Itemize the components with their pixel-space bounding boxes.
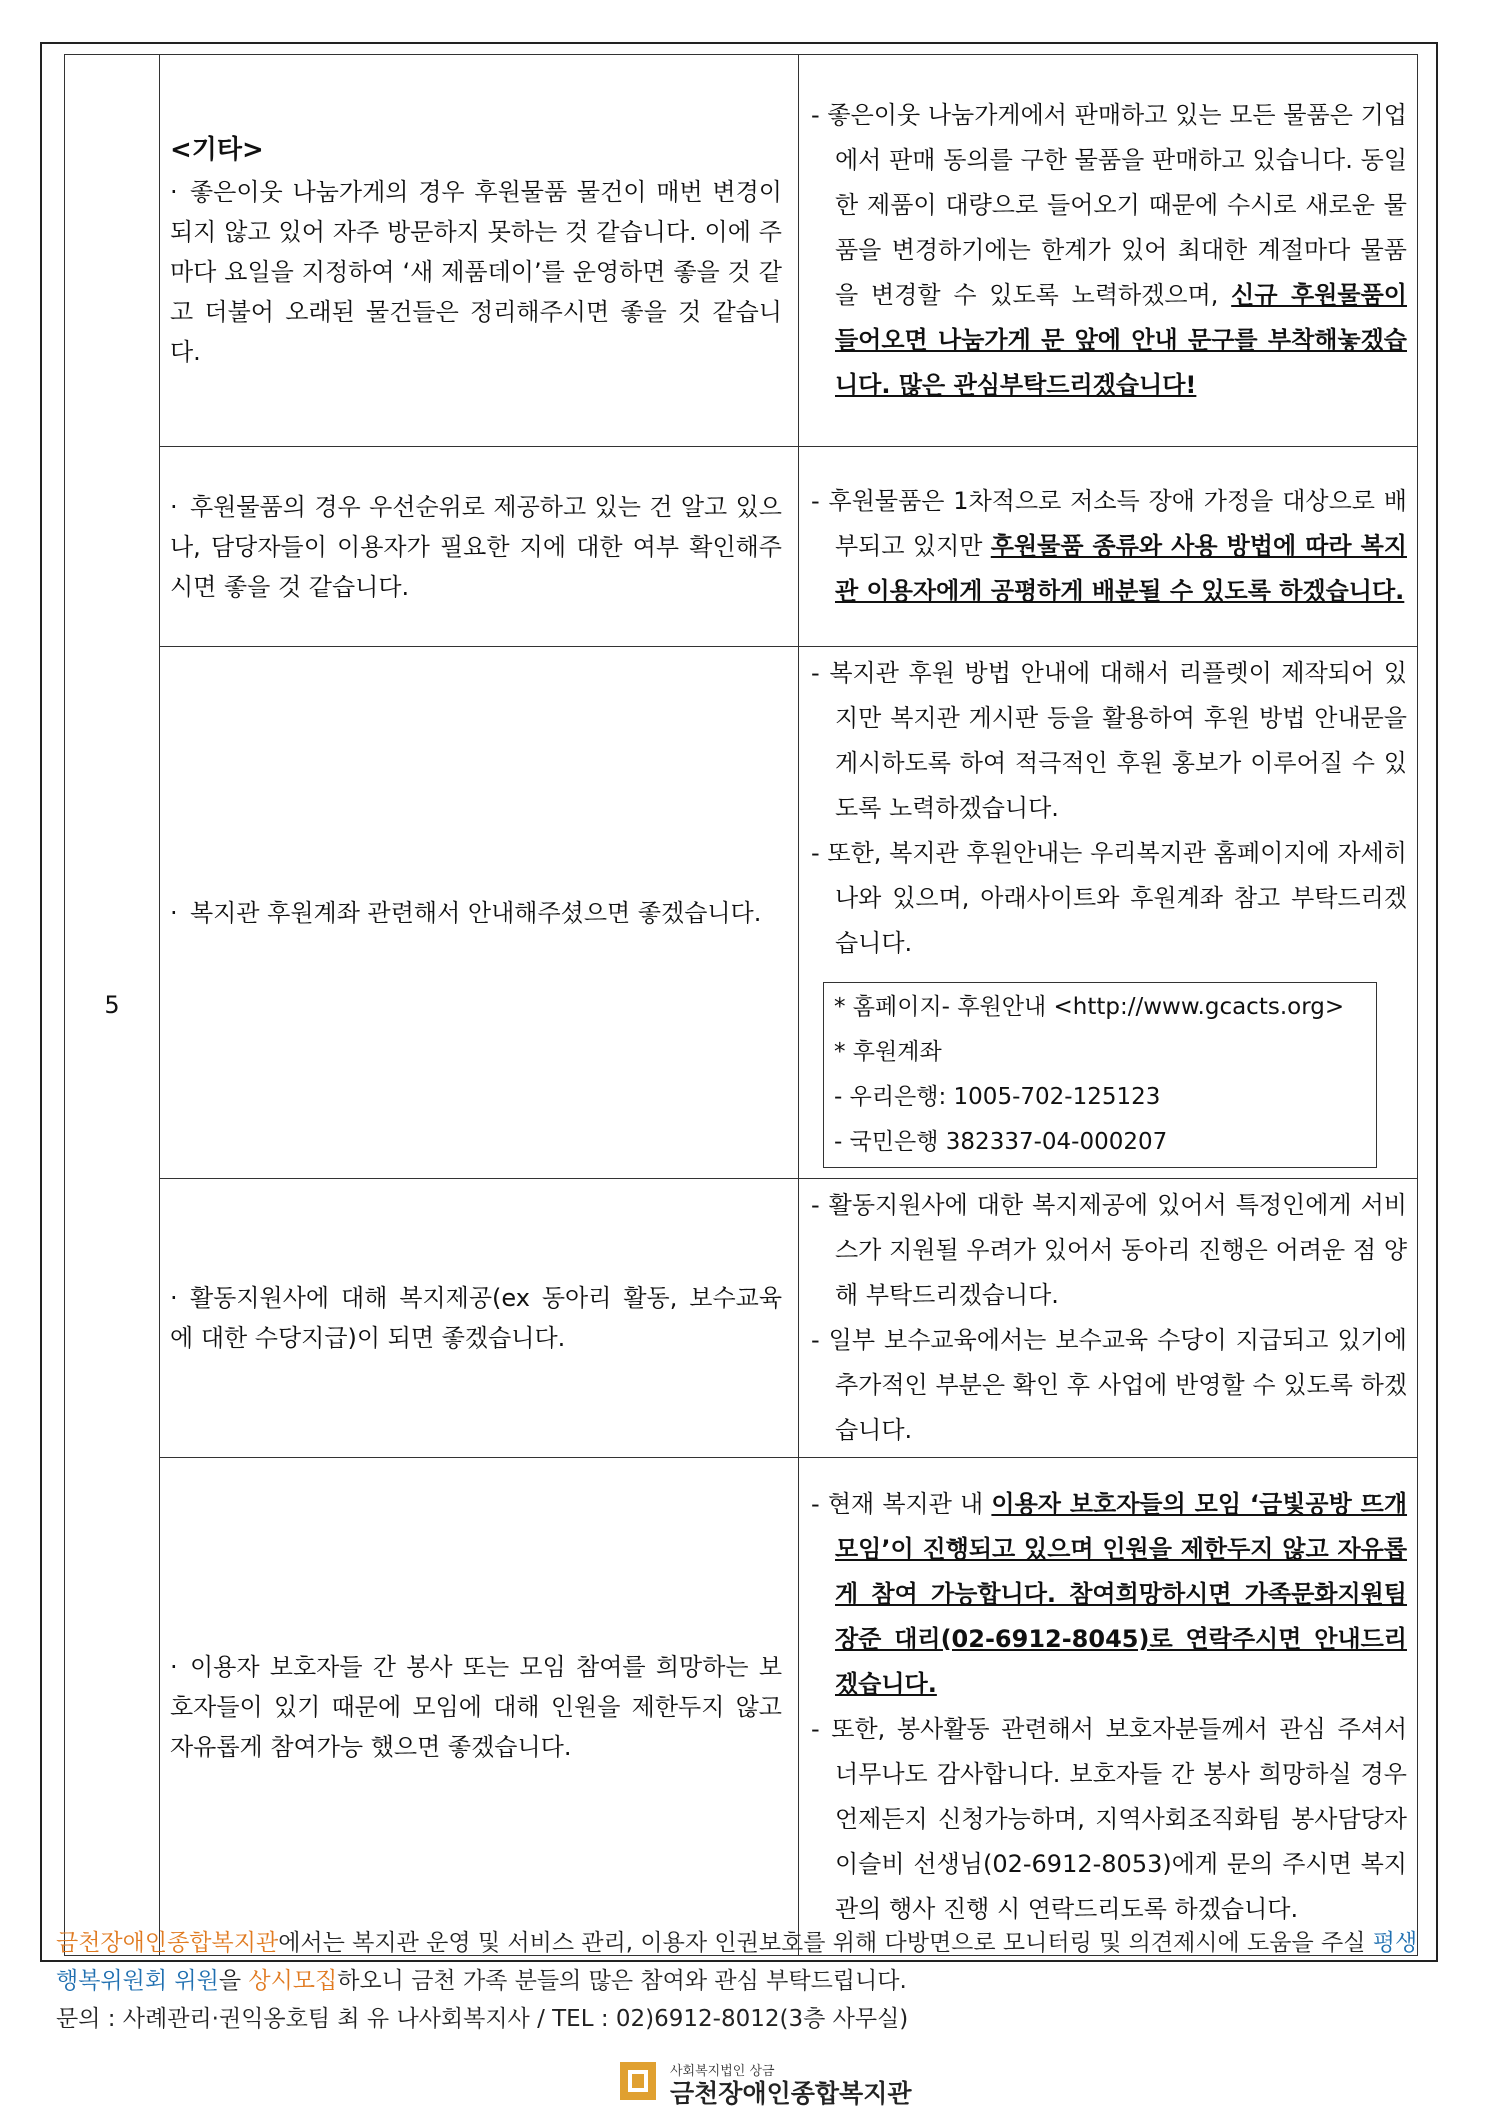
answer-emphasis: 신규 후원물품이 들어오면 나눔가게 문 앞에 안내 문구를 부착해놓겠습니다. 많은 관심부탁드리겠습니다! [835,281,1407,399]
question-text: · 활동지원사에 대해 복지제공(ex 동아리 활동, 보수교육에 대한 수당지급)이 되면 좋겠습니다. [170,1284,782,1352]
homepage-line: * 홈페이지- 후원안내 <http://www.gcacts.org> [834,994,1345,1020]
row-number-cell [65,55,160,1956]
row-number: 5 [104,991,120,1019]
answer-paragraph: - 또한, 복지관 후원안내는 우리복지관 홈페이지에 자세히 나와 있으며, 아래사이트와 후원계좌 참고 부탁드리겠습니다. [811,839,1407,957]
logo-subtitle: 사회복지법인 상금 [670,2064,775,2079]
footer-org-name: 금천장애인종합복지관 [56,1930,279,1956]
account-heading: * 후원계좌 [834,1039,942,1065]
answer-cell [799,55,1418,447]
question-cell [160,55,799,447]
question-category-title: <기타> [170,134,264,165]
answer-cell [799,1458,1418,1956]
question-cell [160,1458,799,1956]
answer-cell [799,447,1418,647]
org-logo-icon [618,2060,658,2102]
answer-paragraph: - 현재 복지관 내 이용자 보호자들의 모임 ‘금빛공방 뜨개모임’이 진행되고 있으며 인원을 제한두지 않고 자유롭게 참여 가능합니다. 참여희망하시면 가족문화지원팀 장준 대리(02-6912-8045)로 연락주시면 안내드리겠습니다. [811,1489,1408,1698]
question-cell [160,1179,799,1458]
footer-committee: 평생행복위원회 위원 [56,1930,1418,1994]
page-frame [40,42,1438,2032]
donation-info-box [823,982,1377,1168]
table-row [65,55,1418,447]
question-text: · 좋은이웃 나눔가게의 경우 후원물품 물건이 매번 변경이 되지 않고 있어 자주 방문하지 못하는 것 같습니다. 이에 주마다 요일을 지정하여 ‘새 제품데이’를 운영하면 좋을 것 같고 더불어 오래된 물건들은 정리해주시면 좋을 것 같습니다. [170,177,782,366]
feedback-table [64,54,1418,1956]
question-text: · 후원물품의 경우 우선순위로 제공하고 있는 건 알고 있으나, 담당자들이 이용자가 필요한 지에 대한 여부 확인해주시면 좋을 것 같습니다. [170,492,782,601]
question-text: · 복지관 후원계좌 관련해서 안내해주셨으면 좋겠습니다. [170,898,762,927]
question-text: · 이용자 보호자들 간 봉사 또는 모임 참여를 희망하는 보호자들이 있기 때문에 모임에 대해 인원을 제한두지 않고 자유롭게 참여가능 했으면 좋겠습니다. [170,1652,782,1761]
answer-text: - 후원물품은 1차적으로 저소득 장애 가정을 대상으로 배부되고 있지만 후원물품 종류와 사용 방법에 따라 복지관 이용자에게 공평하게 배분될 수 있도록 하겠습니다. [811,487,1407,605]
table-row [65,1179,1418,1458]
footer-notice [56,1924,1426,2038]
footer-contact: 문의 : 사례관리·권익옹호팀 최 유 나사회복지사 / TEL : 02)6912-8012(3층 사무실) [56,2006,909,2032]
answer-paragraph: - 일부 보수교육에서는 보수교육 수당이 지급되고 있기에 추가적인 부분은 확인 후 사업에 반영할 수 있도록 하겠습니다. [811,1326,1407,1444]
table-row [65,447,1418,647]
answer-cell [799,1179,1418,1458]
answer-emphasis: 후원물품 종류와 사용 방법에 따라 복지관 이용자에게 공평하게 배분될 수 있도록 하겠습니다. [835,532,1407,605]
account-kookmin: - 국민은행 382337-04-000207 [834,1129,1168,1155]
answer-paragraph: - 또한, 봉사활동 관련해서 보호자분들께서 관심 주셔서 너무나도 감사합니다. 보호자들 간 봉사 희망하실 경우 언제든지 신청가능하며, 지역사회조직화팀 봉사담당자 이슬비 선생님(02-6912-8053)에게 문의 주시면 복지관의 행사 진행 시 연락드리도록 하겠습니다. [811,1714,1407,1923]
logo-name: 금천장애인종합복지관 [670,2079,912,2108]
answer-paragraph: - 복지관 후원 방법 안내에 대해서 리플렛이 제작되어 있지만 복지관 게시판 등을 활용하여 후원 방법 안내문을 게시하도록 하여 적극적인 후원 홍보가 이루어질 수 있도록 노력하겠습니다. [811,659,1407,822]
answer-paragraph: - 활동지원사에 대한 복지제공에 있어서 특정인에게 서비스가 지원될 우려가 있어서 동아리 진행은 어려운 점 양해 부탁드리겠습니다. [811,1191,1407,1309]
question-cell [160,447,799,647]
answer-cell [799,647,1418,1179]
table-row [65,1458,1418,1956]
table-row [65,647,1418,1179]
answer-emphasis: 이용자 보호자들의 모임 ‘금빛공방 뜨개모임’이 진행되고 있으며 인원을 제한두지 않고 자유롭게 참여 가능합니다. 참여희망하시면 가족문화지원팀 장준 대리(02-6912-8045)로 연락주시면 안내드리겠습니다. [835,1489,1408,1698]
footer-recruit: 상시모집 [248,1968,338,1994]
account-woori: - 우리은행: 1005-702-125123 [834,1084,1161,1110]
question-cell [160,647,799,1179]
answer-text: - 좋은이웃 나눔가게에서 판매하고 있는 모든 물품은 기업에서 판매 동의를 구한 물품을 판매하고 있습니다. 동일한 제품이 대량으로 들어오기 때문에 수시로 새로운 물품을 변경하기에는 한계가 있어 최대한 계절마다 물품을 변경할 수 있도록 노력하겠으며, 신규 후원물품이 들어오면 나눔가게 문 앞에 안내 문구를 부착해놓겠습니다. 많은 관심부탁드리겠습니다! [811,101,1407,399]
footer-recruit-text: 금천장애인종합복지관에서는 복지관 운영 및 서비스 관리, 이용자 인권보호를 위해 다방면으로 모니터링 및 의견제시에 도움을 주실 평생행복위원회 위원을 상시모집하오니 금천 가족 분들의 많은 참여와 관심 부탁드립니다. [56,1930,1418,1994]
